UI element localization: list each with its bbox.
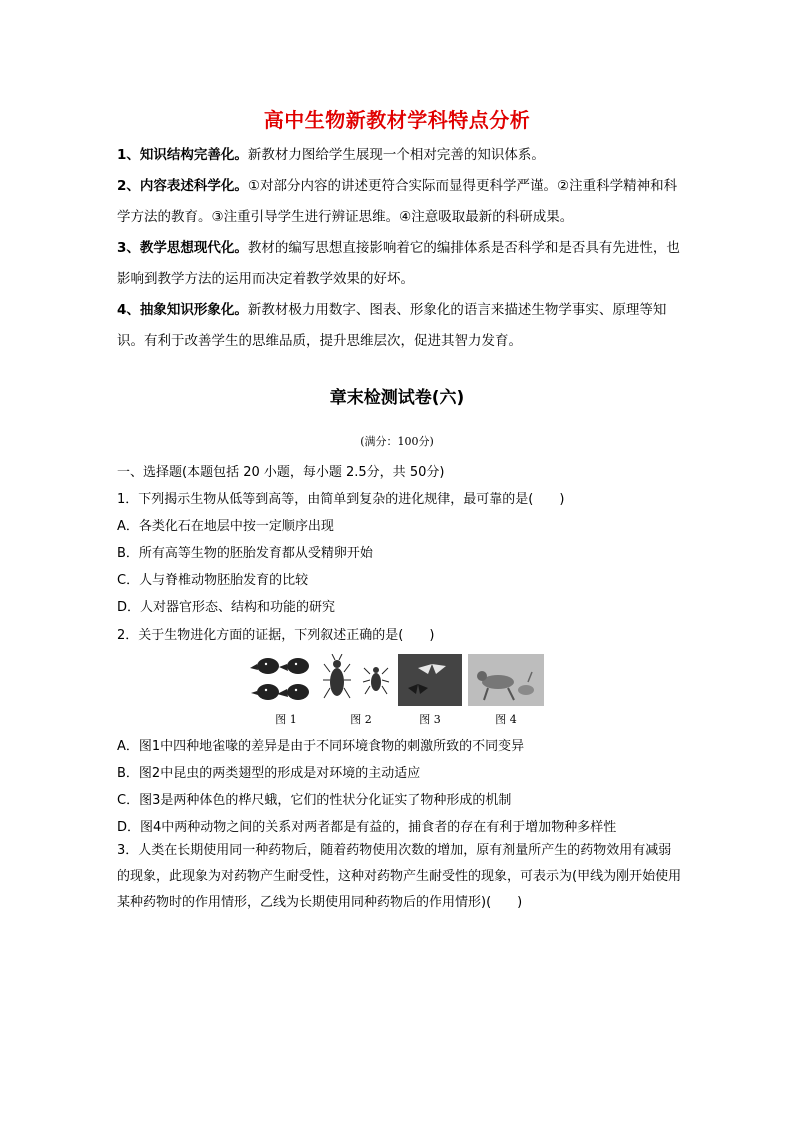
- feature-text: 教材的编写思想直接影响着它的编排体系是否科学和是否具有先进性，也影响到教学方法的运用而决定着教学效果的好坏。: [117, 240, 680, 287]
- score-note: (满分：100分): [360, 435, 434, 448]
- question-2-option-c: C．图3是两种体色的桦尺蛾，它们的性状分化证实了物种形成的机制: [117, 793, 512, 808]
- question-1-stem: 1．下列揭示生物从低等到高等，由简单到复杂的进化规律，最可靠的是( ): [117, 492, 565, 507]
- feature-1: [117, 140, 683, 171]
- intro-title: 高中生物新教材学科特点分析: [263, 108, 531, 132]
- feature-text: 新教材力图给学生展现一个相对完善的知识体系。: [247, 147, 545, 163]
- finch-beaks-figure: [250, 654, 314, 706]
- figure-4-caption: 图 4: [495, 713, 517, 726]
- question-2-option-b: B．图2中昆虫的两类翅型的形成是对环境的主动适应: [117, 766, 421, 781]
- insects-figure: [322, 654, 392, 706]
- question-2-stem: 2．关于生物进化方面的证据，下列叙述正确的是( ): [117, 628, 435, 643]
- exam-title: 章末检测试卷(六): [329, 388, 465, 408]
- question-1-option-d: D．人对器官形态、结构和功能的研究: [117, 600, 336, 615]
- feature-text: ①对部分内容的讲述更符合实际而显得更科学严谨。②注重科学精神和科学方法的教育。③注重引导学生进行辨证思维。④注意吸取最新的科研成果。: [117, 178, 678, 225]
- predator-prey-figure: [468, 654, 544, 706]
- feature-heading: 1、知识结构完善化。: [117, 147, 248, 163]
- question-2-option-a: A．图1中四种地雀喙的差异是由于不同环境食物的刺激所致的不同变异: [117, 739, 525, 754]
- feature-2: [117, 171, 683, 233]
- feature-4: [117, 295, 683, 357]
- figure-1-caption: 图 1: [275, 713, 297, 726]
- question-1-option-c: C．人与脊椎动物胚胎发育的比较: [117, 573, 309, 588]
- section-heading: 一、选择题(本题包括 20 小题，每小题 2.5分，共 50分): [117, 465, 445, 480]
- question-3-stem: 3．人类在长期使用同一种药物后，随着药物使用次数的增加，原有剂量所产生的药物效用有减弱的现象，此现象为对药物产生耐受性，这种对药物产生耐受性的现象，可表示为(甲线为刚开始使用某种药物时的作用情形，乙线为长期使用同种药物后的作用情形)( ): [117, 843, 682, 910]
- feature-3: [117, 233, 683, 295]
- question-2-option-d: D．图4中两种动物之间的关系对两者都是有益的，捕食者的存在有利于增加物种多样性: [117, 820, 617, 835]
- figure-2-caption: 图 2: [350, 713, 372, 726]
- feature-heading: 4、抽象知识形象化。: [117, 302, 248, 318]
- peppered-moths-figure: [398, 654, 462, 706]
- question-1-option-b: B．所有高等生物的胚胎发育都从受精卵开始: [117, 546, 373, 561]
- feature-heading: 2、内容表述科学化。: [117, 178, 248, 194]
- feature-heading: 3、教学思想现代化。: [117, 240, 248, 256]
- figure-3-caption: 图 3: [419, 713, 441, 726]
- feature-text: 新教材极力用数字、图表、形象化的语言来描述生物学事实、原理等知识。有利于改善学生的思维品质，提升思维层次，促进其智力发育。: [117, 302, 667, 349]
- question-1-option-a: A．各类化石在地层中按一定顺序出现: [117, 519, 334, 534]
